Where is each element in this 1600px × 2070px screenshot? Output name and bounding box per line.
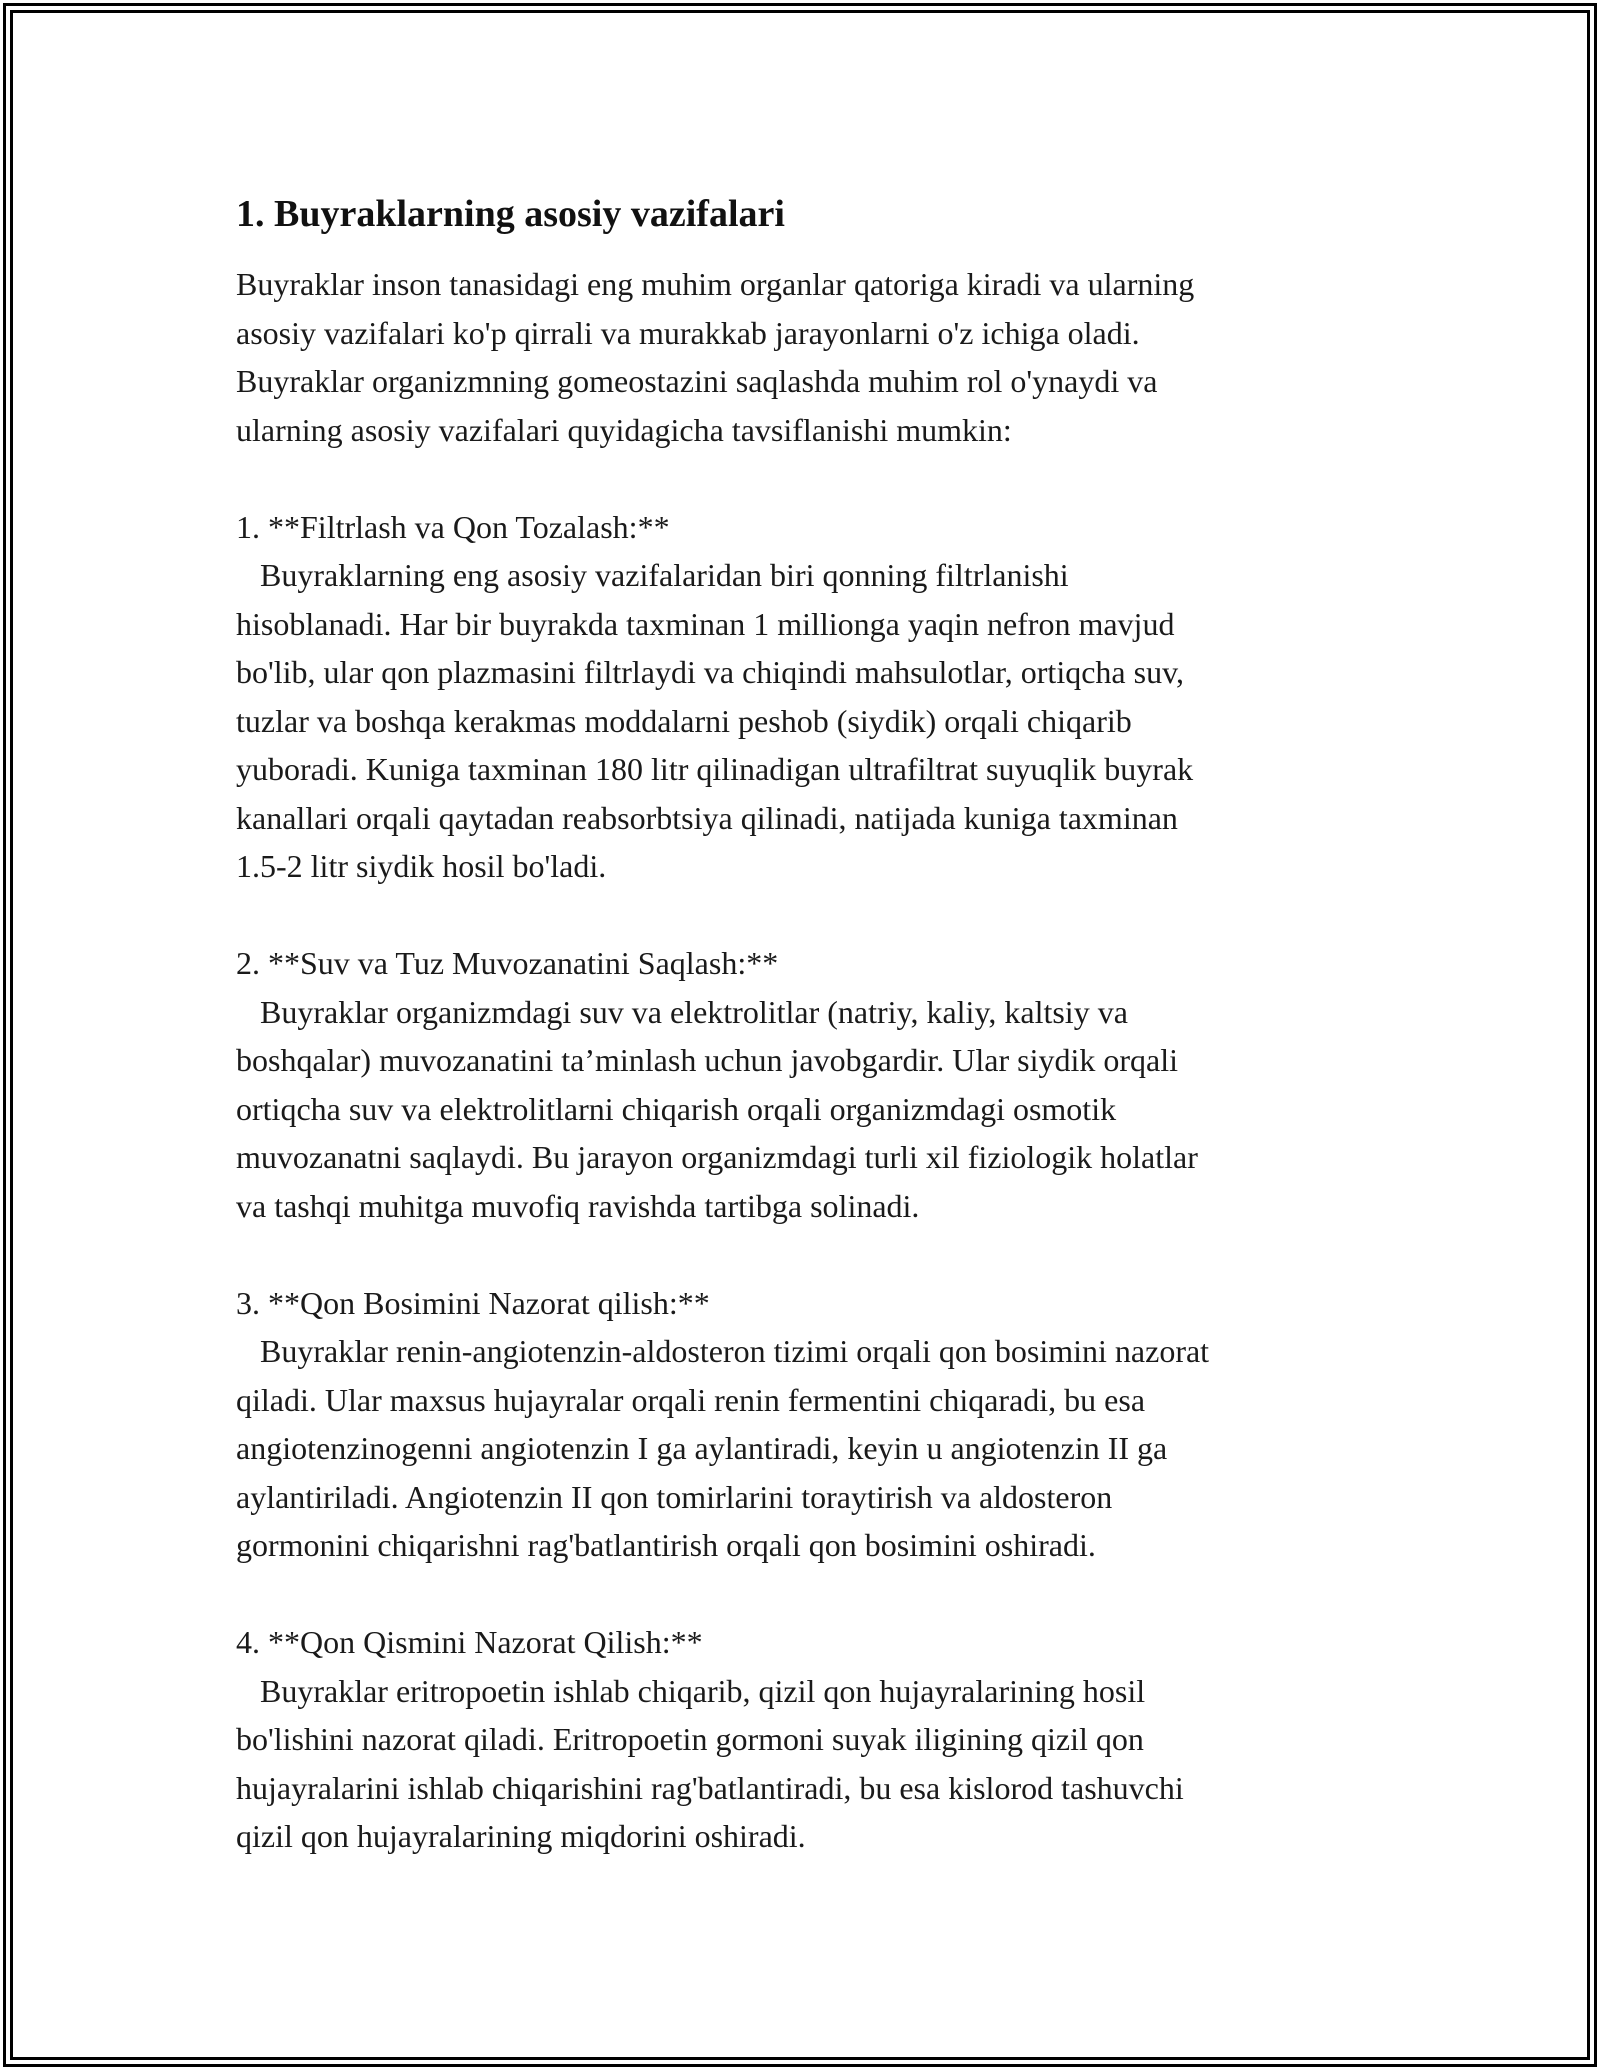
body-text: Buyraklar inson tanasidagi eng muhim organlar qatoriga kiradi va ularning asosiy vazifalari ko'p qirrali va murakkab jarayonlarni o'z ichiga oladi. Buyraklar organizmning gomeostazini saqlashda muhim rol o'ynaydi va ularning asosiy vazifalari quyidagicha tavsiflanishi mumkin: 1. **Filtrlash va Qon Tozalash:** Buyraklarning eng asosiy vazifalaridan biri qonning filtrlanishi hisoblanadi. Har bir buyrakda taxminan 1 millionga yaqin nefron mavjud bo'lib, ular qon plazmasini filtrlaydi va chiqindi mahsulotlar, ortiqcha suv, tuzlar va boshqa kerakmas moddalarni peshob (siydik) orqali chiqarib yuboradi. Kuniga taxminan 180 litr qilinadigan ultrafiltrat suyuqlik buyrak kanallari orqali qaytadan reabsorbtsiya qilinadi, natijada kuniga taxminan 1.5-2 litr siydik hosil bo'ladi. 2. **Suv va Tuz Muvozanatini Saqlash:** Buyraklar organizmdagi suv va elektrolitlar (natriy, kaliy, kaltsiy va boshqalar) muvozanatini ta’minlash uchun javobgardir. Ular siydik orqali ortiqcha suv va elektrolitlarni chiqarish orqali organizmdagi osmotik muvozanatni saqlaydi. Bu jarayon organizmdagi turli xil fiziologik holatlar va tashqi muhitga muvofiq ravishda tartibga solinadi. 3. **Qon Bosimini Nazorat qilish:** Buyraklar renin-angiotenzin-aldosteron tizimi orqali qon bosimini nazorat qiladi. Ular maxsus hujayralar orqali renin fermentini chiqaradi, bu esa angiotenzinogenni angiotenzin I ga aylantiradi, keyin u angiotenzin II ga aylantiriladi. Angiotenzin II qon tomirlarini toraytirish va aldosteron gormonini chiqarishni rag'batlantirish orqali qon bosimini oshiradi. 4. **Qon Qismini Nazorat Qilish:** Buyraklar eritropoetin ishlab chiqarib, qizil qon hujayralarining hosil bo'lishini nazorat qiladi. Eritropoetin gormoni suyak iligining qizil qon hujayralarini ishlab chiqarishini rag'batlantiradi, bu esa kislorod tashuvchi qizil qon hujayralarining miqdorini oshiradi.	[236, 266, 1210, 1854]
document-content	[236, 190, 1366, 1861]
section-heading: 1. Buyraklarning asosiy vazifalari	[236, 193, 785, 235]
